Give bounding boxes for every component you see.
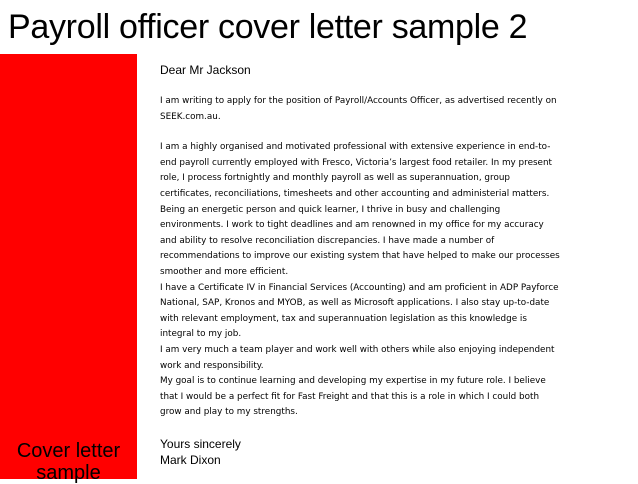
body-line: and ability to resolve reconciliation discrepancies. I have made a number of [160, 235, 495, 246]
body-line: role, I process fortnightly and monthly payroll as well as superannuation, group [160, 173, 510, 184]
paragraph-spacer [160, 125, 630, 140]
body-line: grow and play to my strengths. [160, 407, 298, 418]
body-line: certificates, reconciliations, timesheets and other accounting and administerial matters. [160, 188, 550, 199]
body-line: I have a Certificate IV in Financial Services (Accounting) and am proficient in ADP Payforce [160, 282, 559, 293]
body-line: I am very much a team player and work well with others while also enjoying independent [160, 344, 555, 355]
body-line: work and responsibility. [160, 360, 264, 371]
body-line: I am a highly organised and motivated professional with extensive experience in end-to- [160, 142, 551, 153]
signature-name: Mark Dixon [160, 453, 221, 468]
body-line: with relevant employment, tax and superannuation legislation as this knowledge is [160, 313, 527, 324]
closing [160, 436, 630, 469]
body-line: Being an energetic person and quick learner, I thrive in busy and challenging [160, 204, 501, 215]
body-line: that I would be a perfect fit for Fast Freight and that this is a role in which I could both [160, 391, 540, 402]
intro-paragraph [160, 94, 630, 125]
letter-body [160, 62, 630, 472]
page-title: Payroll officer cover letter sample 2 [8, 8, 528, 46]
salutation: Dear Mr Jackson [160, 63, 251, 77]
side-caption-line-1: Cover letter [16, 440, 121, 462]
side-caption [0, 440, 137, 484]
body-line: My goal is to continue learning and developing my expertise in my future role. I believe [160, 376, 546, 387]
body-line: recommendations to improve our existing system that have helped to make our processes [160, 251, 560, 262]
body-line: environments. I work to tight deadlines and am renowned in my office for my accuracy [160, 220, 544, 231]
paragraph-spacer [160, 421, 630, 436]
signoff: Yours sincerely [160, 436, 241, 451]
body-line: end payroll currently employed with Fresco, Victoria’s largest food retailer. In my present [160, 157, 552, 168]
side-panel [0, 54, 137, 484]
intro-line: SEEK.com.au. [160, 111, 221, 122]
body-line: National, SAP, Kronos and MYOB, as well as Microsoft applications. I also stay up-to-date [160, 298, 550, 309]
side-caption-line-2: sample [36, 462, 101, 484]
body-paragraphs [160, 140, 630, 421]
intro-line: I am writing to apply for the position of Payroll/Accounts Officer, as advertised recently on [160, 96, 557, 106]
body-line: integral to my job. [160, 329, 242, 340]
body-line: smoother and more efficient. [160, 266, 289, 277]
